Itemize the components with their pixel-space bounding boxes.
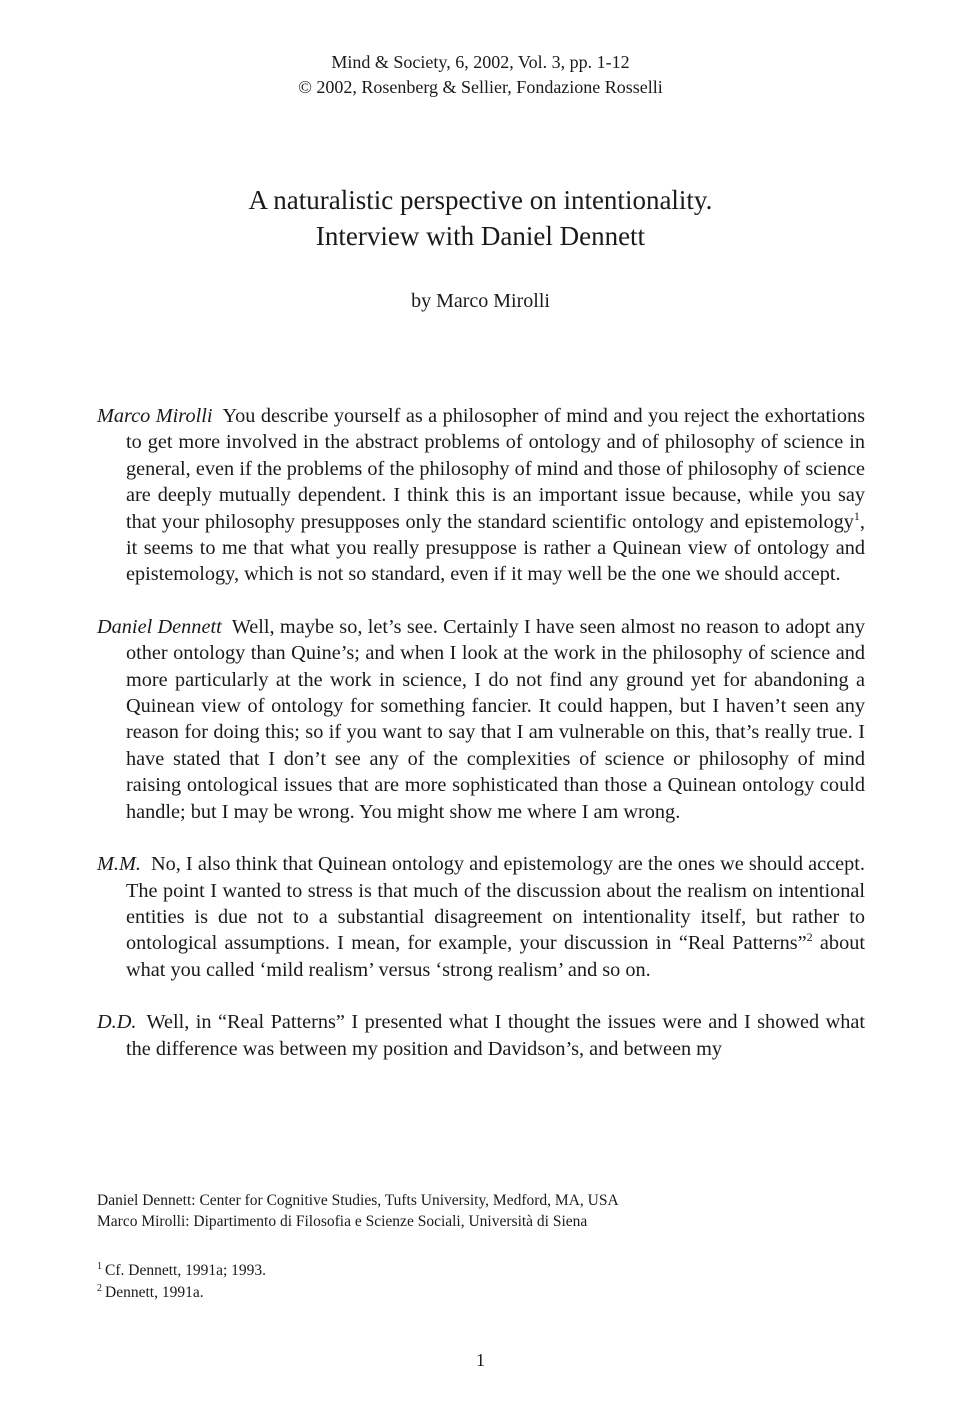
turn-text-cont: about what you called ‘mild realism’ versus ‘strong realism’ and so on. [126,932,865,981]
dialogue-turn [97,1009,865,1062]
turn-text-cont: , it seems to me that what you really presuppose is rather a Quinean view of ontology and epistemology, which is not so standard, even if it may well be the one we should accept. [126,510,865,586]
interview-body [97,403,865,1088]
footnotes [97,1260,865,1304]
journal-citation: Mind & Society, 6, 2002, Vol. 3, pp. 1-12 [331,52,630,72]
title-line-2: Interview with Daniel Dennett [315,221,646,251]
dialogue-turn [97,614,865,825]
turn-text: You describe yourself as a philosopher of mind and you reject the exhortations to get more involved in the abstract problems of ontology and of philosophy of science in general, even if the problems of the philosophy of mind and those of philosophy of science are deeply mutually dependent. I think this is an important issue because, while you say that your philosophy presupposes only the standard scientific ontology and epistemology [126,405,865,533]
speaker-name: D.D. [97,1011,137,1034]
author-affiliations [97,1190,865,1232]
title-line-1: A naturalistic perspective on intentionality. [248,185,713,215]
footnote-text: Dennett, 1991a. [105,1284,204,1301]
journal-header [0,50,961,100]
footnote-ref[interactable]: 1 [853,508,860,523]
turn-text: Well, maybe so, let’s see. Certainly I have seen almost no reason to adopt any other ontology than Quine’s; and when I look at the work in the philosophy of science and more particularly at the work in science, I do not find any ground yet for abandoning a Quinean view of ontology for something fancier. It could happen, but I haven’t seen any reason for doing this; so if you want to say that I am vulnerable on this, that’s really true. I have stated that I don’t see any of the complexities of science or philosophy of mind raising ontological issues that are more sophisticated than those a Quinean ontology could handle; but I may be wrong. You might show me where I am wrong. [126,615,865,823]
turn-text: No, I also think that Quinean ontology and epistemology are the ones we should accept. The point I wanted to stress is that much of the discussion about the realism on intentional entities is due not to a substantial disagreement on intentionality itself, but rather to ontological assumptions. I mean, for example, your discussion in “Real Patterns” [126,853,865,955]
footnote-mark: 2 [97,1282,102,1294]
affiliation-mirolli: Marco Mirolli: Dipartimento di Filosofia e Scienze Sociali, Università di Siena [97,1213,588,1230]
speaker-name: Marco Mirolli [97,405,213,427]
article-title [0,182,961,254]
footnote-text: Cf. Dennett, 1991a; 1993. [105,1262,267,1279]
byline: by Marco Mirolli [411,290,550,312]
page-number: 1 [476,1350,485,1370]
affiliation-dennett: Daniel Dennett: Center for Cognitive Studies, Tufts University, Medford, MA, USA [97,1192,619,1209]
turn-text: Well, in “Real Patterns” I presented what I thought the issues were and I showed what the difference was between my position and Davidson’s, and between my [126,1011,865,1060]
footnote-mark: 1 [97,1260,102,1272]
footnote [97,1260,865,1282]
footnote-ref[interactable]: 2 [806,930,813,945]
speaker-name: Daniel Dennett [97,615,222,638]
dialogue-turn [97,403,865,588]
copyright-line: © 2002, Rosenberg & Sellier, Fondazione Rosselli [298,77,663,97]
speaker-name: M.M. [97,853,141,876]
footnote [97,1282,865,1304]
dialogue-turn [97,851,865,983]
